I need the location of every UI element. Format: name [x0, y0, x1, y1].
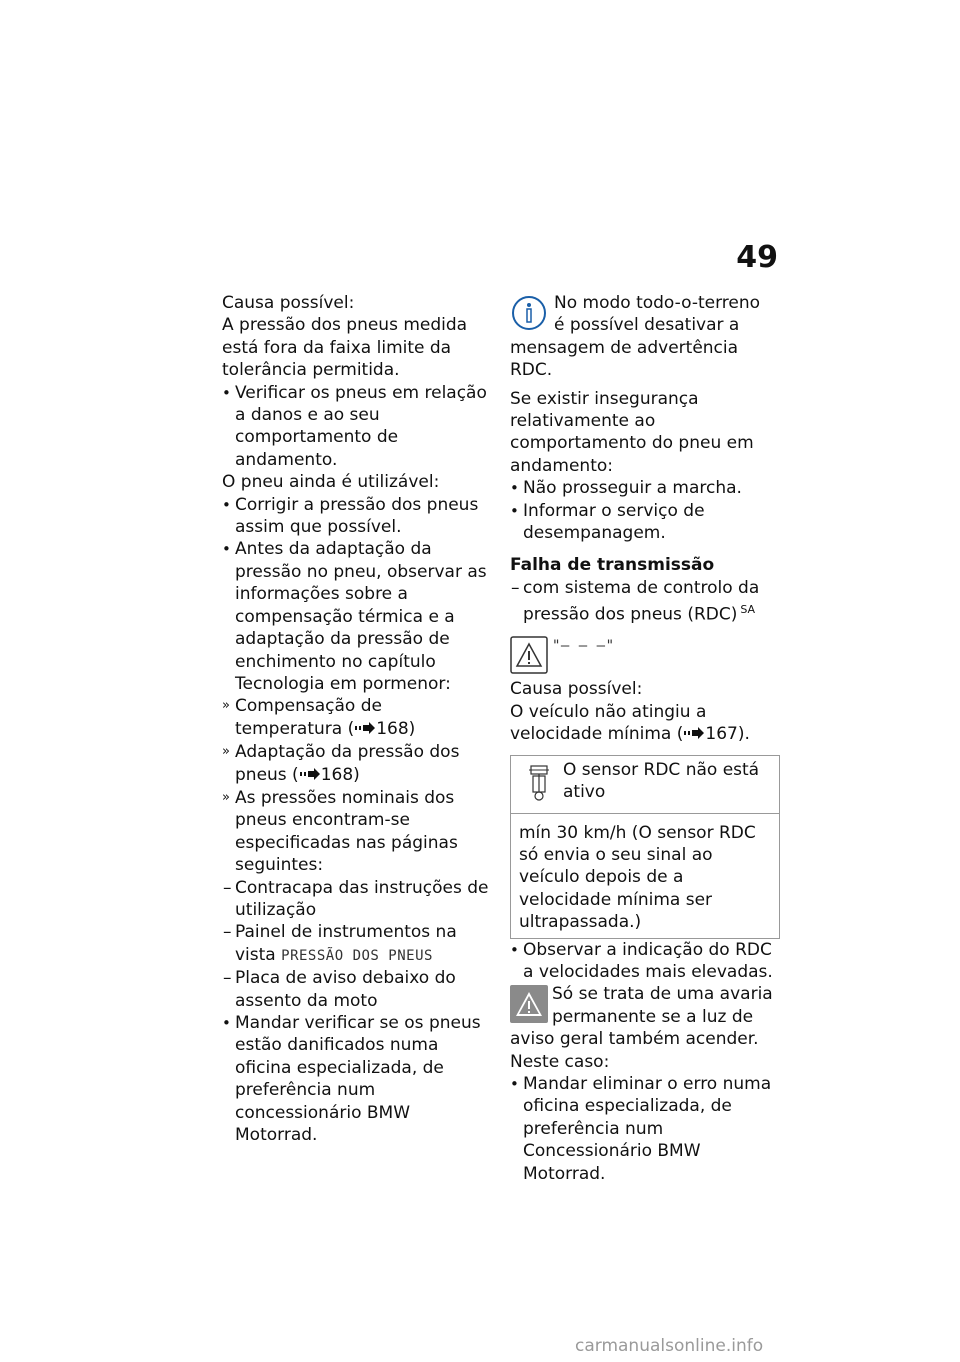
- list-item: • Observar a indicação do RDC a velocidades mais elevadas.: [510, 939, 773, 982]
- list-item: • Informar o serviço de desempanagem.: [510, 500, 705, 544]
- info-icon: [510, 294, 548, 338]
- rdc-box-title: O sensor RDC não está ativo: [563, 759, 760, 802]
- case-text: Neste caso:: [510, 1051, 610, 1072]
- warning-filled-icon: [510, 985, 548, 1029]
- cause-text: A pressão dos pneus medida está fora da faixa limite da tolerância permitida.: [222, 315, 468, 381]
- list-item: • Antes da adaptação da pressão no pneu, observar as informações sobre a compensação térmica e a adaptação da pressão de enchimento no capítulo Tecnologia em pormenor:: [222, 539, 487, 694]
- bullet-icon: •: [222, 1014, 231, 1032]
- insecure-text: Se existir insegurança relativamente ao comportamento do pneu em andamento:: [510, 388, 754, 476]
- arrow-bullet-icon: »: [222, 789, 230, 805]
- left-column: [222, 292, 494, 1146]
- list-item: – Placa de aviso debaixo do assento da moto: [223, 968, 456, 1011]
- info-rest: mensagem de advertência RDC.: [510, 337, 739, 381]
- warning-line-1: Só se trata de uma avaria: [552, 984, 773, 1005]
- rdc-box-header: [511, 756, 779, 814]
- warning-line-2: permanente se a luz de: [552, 1006, 754, 1027]
- info-line-1: No modo todo-o-terreno: [554, 293, 761, 313]
- list-item: – Contracapa das instruções de utilização: [223, 877, 489, 920]
- list-item: – com sistema de controlo da pressão dos pneus (RDC) $^{SA}$: [511, 577, 760, 625]
- cause-label: Causa possível:: [510, 679, 643, 700]
- warning-display-row: [510, 634, 780, 678]
- right-column: [510, 292, 780, 1185]
- tire-sensor-icon: [527, 764, 551, 808]
- dash-icon: –: [511, 577, 520, 598]
- cause-text: O veículo não atingiu a velocidade mínima ( 167).: [510, 701, 780, 747]
- bullet-icon: •: [510, 501, 519, 520]
- dash-icon: –: [223, 922, 232, 943]
- usable-text: O pneu ainda é utilizável:: [222, 472, 440, 493]
- bullet-icon: •: [510, 1075, 519, 1094]
- warning-outline-icon: [510, 636, 548, 680]
- list-item: » As pressões nominais dos pneus encontram-se especificadas nas páginas seguintes:: [222, 787, 458, 876]
- list-item: • Verificar os pneus em relação a danos e ao seu comportamento de andamento.: [222, 382, 487, 470]
- bullet-icon: •: [222, 495, 231, 514]
- warning-note: [510, 983, 780, 1050]
- list-item: • Mandar verificar se os pneus estão danificados numa oficina especializada, de preferência num concessionário BMW Motorrad.: [222, 1013, 481, 1146]
- info-note: [510, 292, 780, 382]
- display-view-name: PRESSÃO DOS PNEUS: [281, 947, 433, 964]
- bullet-icon: •: [510, 479, 519, 498]
- arrow-bullet-icon: »: [222, 744, 230, 760]
- cause-label: Causa possível:: [222, 293, 355, 313]
- warning-rest: aviso geral também acender.: [510, 1029, 759, 1050]
- page-ref-arrow-icon[interactable]: [354, 719, 376, 741]
- list-item: • Não prosseguir a marcha.: [510, 478, 742, 499]
- list-item: • Corrigir a pressão dos pneus assim que possível.: [222, 494, 479, 538]
- list-item: • Mandar eliminar o erro numa oficina especializada, de preferência num Concessionário BMW Motorrad.: [510, 1074, 772, 1184]
- display-value: "– – –": [552, 638, 615, 655]
- bullet-icon: •: [510, 940, 519, 959]
- sa-marker: SA: [740, 603, 756, 617]
- list-item: – Painel de instrumentos na vista PRESSÃO DOS PNEUS: [223, 922, 457, 965]
- rdc-display-box: [510, 755, 780, 939]
- arrow-bullet-icon: »: [222, 698, 230, 714]
- page-ref-arrow-icon[interactable]: [299, 765, 321, 787]
- info-line-2: é possível desativar a: [554, 315, 740, 336]
- list-item: » Adaptação da pressão dos pneus ( 168): [222, 741, 494, 787]
- page-ref[interactable]: 168): [320, 764, 360, 785]
- dash-icon: –: [223, 877, 232, 898]
- page-ref-arrow-icon[interactable]: [683, 724, 705, 746]
- bullet-icon: •: [222, 540, 231, 559]
- list-item: » Compensação de temperatura ( 168): [222, 695, 494, 741]
- page-ref[interactable]: 168): [376, 718, 416, 739]
- section-heading: Falha de transmissão: [510, 555, 715, 576]
- page-number: 49: [736, 240, 778, 275]
- page-ref[interactable]: 167).: [705, 724, 750, 745]
- dash-icon: –: [223, 968, 232, 989]
- bullet-icon: •: [222, 383, 231, 402]
- rdc-box-body: mín 30 km/h (O sensor RDC só envia o seu sinal ao veículo depois de a velocidade mínima ser ultrapassada.): [519, 822, 756, 933]
- site-watermark: carmanualsonline.info: [575, 1336, 764, 1356]
